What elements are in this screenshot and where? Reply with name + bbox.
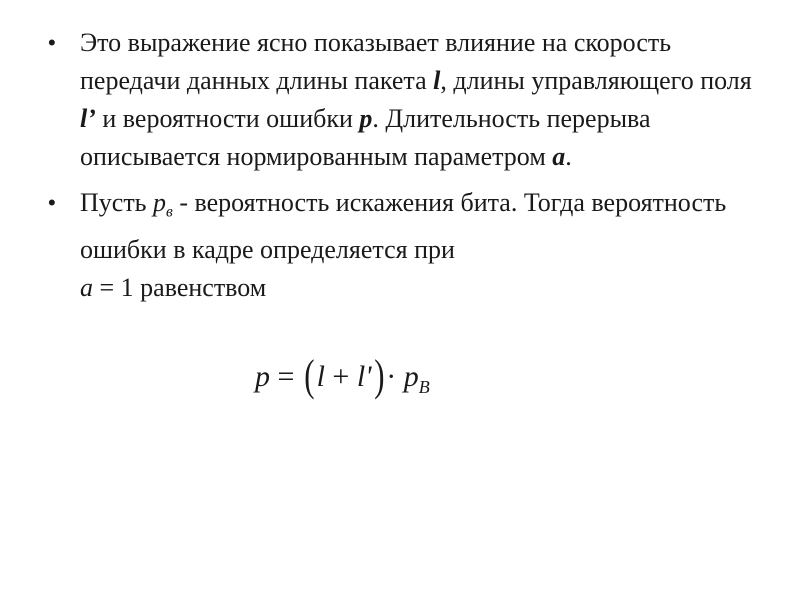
variable-p: p — [153, 188, 167, 217]
text-segment: , длины управляющего поля — [440, 66, 752, 95]
formula-l: l — [316, 360, 325, 393]
variable-subscript: в — [166, 203, 173, 221]
text-segment: . — [565, 142, 572, 171]
formula-subscript: B — [418, 377, 430, 398]
formula-equals: = — [270, 360, 302, 393]
variable-p: p — [359, 104, 373, 133]
bullet-dot: • — [48, 30, 56, 55]
formula-right-paren: ) — [373, 351, 385, 400]
text-segment: Это выражение ясно показывает влияние на скорость передачи данных длины пакета — [80, 28, 672, 95]
text-segment: Пусть — [80, 188, 154, 217]
variable-l: l — [433, 66, 441, 95]
list-item — [44, 24, 764, 176]
text-segment: . Длительность перерыва описывается нормированным параметром — [80, 104, 651, 171]
bullet-text — [80, 188, 726, 302]
bullet-text — [80, 28, 752, 171]
variable-a: a — [80, 273, 93, 303]
formula-plus: + — [324, 360, 357, 393]
formula-dot: · — [386, 360, 404, 393]
list-item — [44, 184, 764, 307]
bullet-dot: • — [48, 190, 56, 215]
variable-a: a — [552, 142, 566, 171]
text-segment: = 1 равенством — [93, 273, 267, 303]
bullet-list — [44, 24, 764, 315]
formula — [255, 352, 430, 412]
formula-l-prime: l' — [356, 360, 372, 393]
variable-l-prime: l’ — [80, 104, 96, 133]
formula-p: p — [403, 360, 419, 393]
formula-left-paren: ( — [304, 351, 315, 400]
text-segment: - вероятность искажения бита. Тогда вероятность ошибки в кадре определяется при — [80, 188, 727, 265]
text-segment: и вероятности ошибки — [95, 104, 360, 133]
formula-lhs: p — [255, 360, 270, 393]
